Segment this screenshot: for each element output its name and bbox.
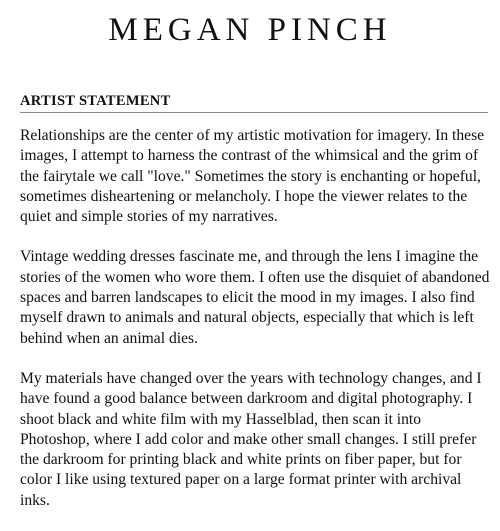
statement-paragraph-1: Relationships are the center of my artistic motivation for imagery. In these images, I attempt to harness the contrast of the whimsical and the grim of the fairytale we call "love." Sometimes the story is enchanting or hopeful, sometimes disheartening or melancholy. I hope the viewer relates to the quiet and simple stories of my narratives. [20, 127, 485, 226]
heading-divider [20, 112, 488, 113]
artist-statement-body [20, 126, 492, 531]
section-heading: ARTIST STATEMENT [20, 93, 171, 109]
statement-paragraph-2: Vintage wedding dresses fascinate me, and through the lens I imagine the stories of the women who wore them. I often use the disquiet of abandoned spaces and barren landscapes to elicit the mood in my images. I also find myself drawn to animals and natural objects, especially that which is left behind when an animal dies. [20, 248, 490, 347]
site-title: MEGAN PINCH [108, 12, 392, 48]
statement-paragraph-3: My materials have changed over the years with technology changes, and I have found a good balance between darkroom and digital photography. I shoot black and white film with my Hasselblad, then scan it into Photoshop, where I add color and make other small changes. I still prefer the darkroom for printing black and white prints on fiber paper, but for color I like using textured paper on a large format printer with archival inks. [20, 369, 482, 509]
